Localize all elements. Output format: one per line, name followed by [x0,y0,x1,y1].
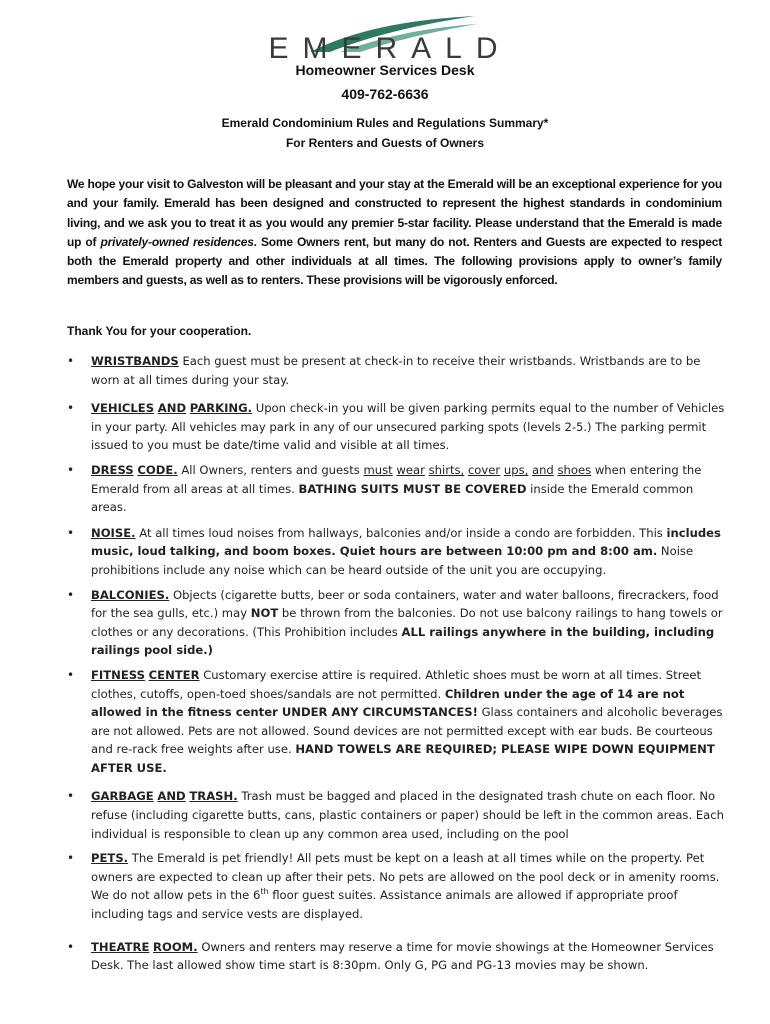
phone-number: 409-762-6636 [341,86,429,102]
bullet: • [67,525,75,540]
rule-heading: DRESS [91,462,134,477]
rule-text: At all times loud noises from hallways, balconies and/or inside a condo are forbidden. This [135,525,667,540]
rule-heading: PARKING. [189,401,253,416]
rule-bold-text: ALL railings anywhere in the building, including railings pool side.) [91,624,715,658]
underlined-word: ups, [503,462,529,477]
logo-text: EMERALD [268,32,512,65]
rule-text: All Owners, renters and guests [177,462,364,477]
document-subtitle: For Renters and Guests of Owners [285,136,485,150]
rule-text: Noise prohibitions include any noise which can be heard outside of the unit you are occupying. [91,544,694,577]
intro-emphasis: privately-owned residences [100,234,254,249]
bullet: • [67,354,75,368]
rule-heading: CODE. [137,462,178,477]
underlined-word: shoes [557,462,592,477]
rule-bold-text: BATHING SUITS MUST BE COVERED [298,481,527,496]
document-title: Emerald Condominium Rules and Regulations Summary* [221,116,549,130]
rule-text: floor guest suites. Assistance animals are allowed if appropriate proof including tags and service vests are displayed. [91,888,678,922]
rule-bold-text: includes music, loud talking, and boom boxes. Quiet hours are between 10:00 pm and 8:00 am. [91,525,721,559]
intro-text-1: We hope your visit to Galveston will be pleasant and your stay at the Emerald will be an exceptional experience for you and your family. Emerald has been designed and constructed to represent the highest standards in condominium living, and we ask you to treat it as you would any premier 5-star facility. Please understand that the Emerald is made up of [67,177,722,249]
rule-text: inside the Emerald common areas. [91,481,694,515]
rule-pets [67,849,732,923]
rule-text: Trash must be bagged and placed in the designated trash chute on each floor. No refuse (including cigarette butts, cans, plastic containers or paper) should be left in the common areas. Each individual is responsible to clean up any common area used, including on the pool [91,789,724,841]
emerald-logo [230,14,550,66]
bullet: • [67,789,75,804]
rule-text: Glass containers and alcoholic beverages are not allowed. Pets are not allowed. Sound devices are not permitted except with ear buds. Be courteous and re-rack free weights after use. [91,705,723,757]
rule-text: Owners and renters may reserve a time for movie showings at the Homeowner Services Desk. The last allowed show time start is 8:30pm. Only G, PG and PG-13 movies may be shown. [91,939,714,973]
rule-balconies [67,586,732,660]
rule-noise [67,524,732,580]
underlined-word: shirts, [428,462,465,477]
rule-text: Customary exercise attire is required. Athletic shoes must be worn at all times. Street clothes, cutoffs, open-toed shoes/sandals are not permitted. [91,667,702,701]
bullet: • [67,851,75,866]
desk-name: Homeowner Services Desk [295,62,475,78]
rule-garbage [67,787,732,843]
rule-heading: CENTER [148,667,200,682]
thanks-line: Thank You for your cooperation. [67,324,252,338]
bullet: • [67,587,75,602]
superscript: th [260,887,269,897]
rule-heading: THEATRE [91,939,150,954]
intro-text-2: . Some Owners rent, but many do not. Renters and Guests are expected to respect both the Emerald property and other individuals at all times. The following provisions apply to owner’s family members and guests, as well as to renters. These provisions will be vigorously enforced. [67,234,722,288]
rule-heading: TRASH. [189,789,238,804]
rule-dress-code [67,461,732,517]
bullet: • [67,401,75,416]
rule-text: Each guest must be present at check-in to receive their wristbands. Wristbands are to be worn at all times during your stay. [91,354,701,387]
underlined-word: cover [467,462,501,477]
bullet: • [67,462,75,477]
underlined-word: wear [396,462,425,477]
rule-heading: PETS. [91,851,129,866]
rules-list [67,352,732,975]
rule-heading: AND [157,789,186,804]
underlined-word: and [531,462,554,477]
rule-heading: FITNESS [91,667,145,682]
rule-bold-text: Children under the age of 14 are not allowed in the fitness center UNDER ANY CIRCUMSTANCES! [91,686,685,720]
rule-heading: BALCONIES. [91,587,170,602]
rule-vehicles [67,399,732,455]
rule-text: be thrown from the balconies. Do not use balcony railings to hang towels or clothes or any decorations. (This Prohibition includes [91,606,723,639]
underlined-word: must [363,462,393,477]
rule-theatre-room [67,938,732,975]
rule-bold-text: NOT [250,606,279,621]
rule-heading: NOISE. [91,525,136,540]
rule-heading: ROOM. [153,939,198,954]
intro-paragraph [67,175,722,291]
rule-text: Objects (cigarette butts, beer or soda containers, water and water balloons, firecrackers, food for the sea gulls, etc.) may [91,587,719,621]
rule-text: The Emerald is pet friendly! All pets must be kept on a leash at all times while on the property. Pet owners are expected to clean up after their pets. No pets are allowed on the pool deck or in amenity rooms. We do not allow pets in the 6 [91,851,720,903]
rule-heading: VEHICLES [91,401,155,416]
rule-heading: GARBAGE [91,789,154,804]
bullet: • [67,667,75,682]
rule-text: Upon check-in you will be given parking permits equal to the number of Vehicles in your party. All vehicles may park in any of our unsecured parking spots (levels 2-5.) The parking permit issued to you must be date/time valid and visible at all times. [91,401,725,453]
rule-bold-text: HAND TOWELS ARE REQUIRED; PLEASE WIPE DOWN EQUIPMENT AFTER USE. [91,742,715,775]
rule-heading: WRISTBANDS [91,354,179,368]
rule-text: when entering the Emerald from all areas at all times. [91,462,702,496]
bullet: • [67,939,75,954]
rule-heading: AND [157,401,187,416]
rule-wristbands [67,352,732,389]
rule-fitness-center [67,666,732,778]
